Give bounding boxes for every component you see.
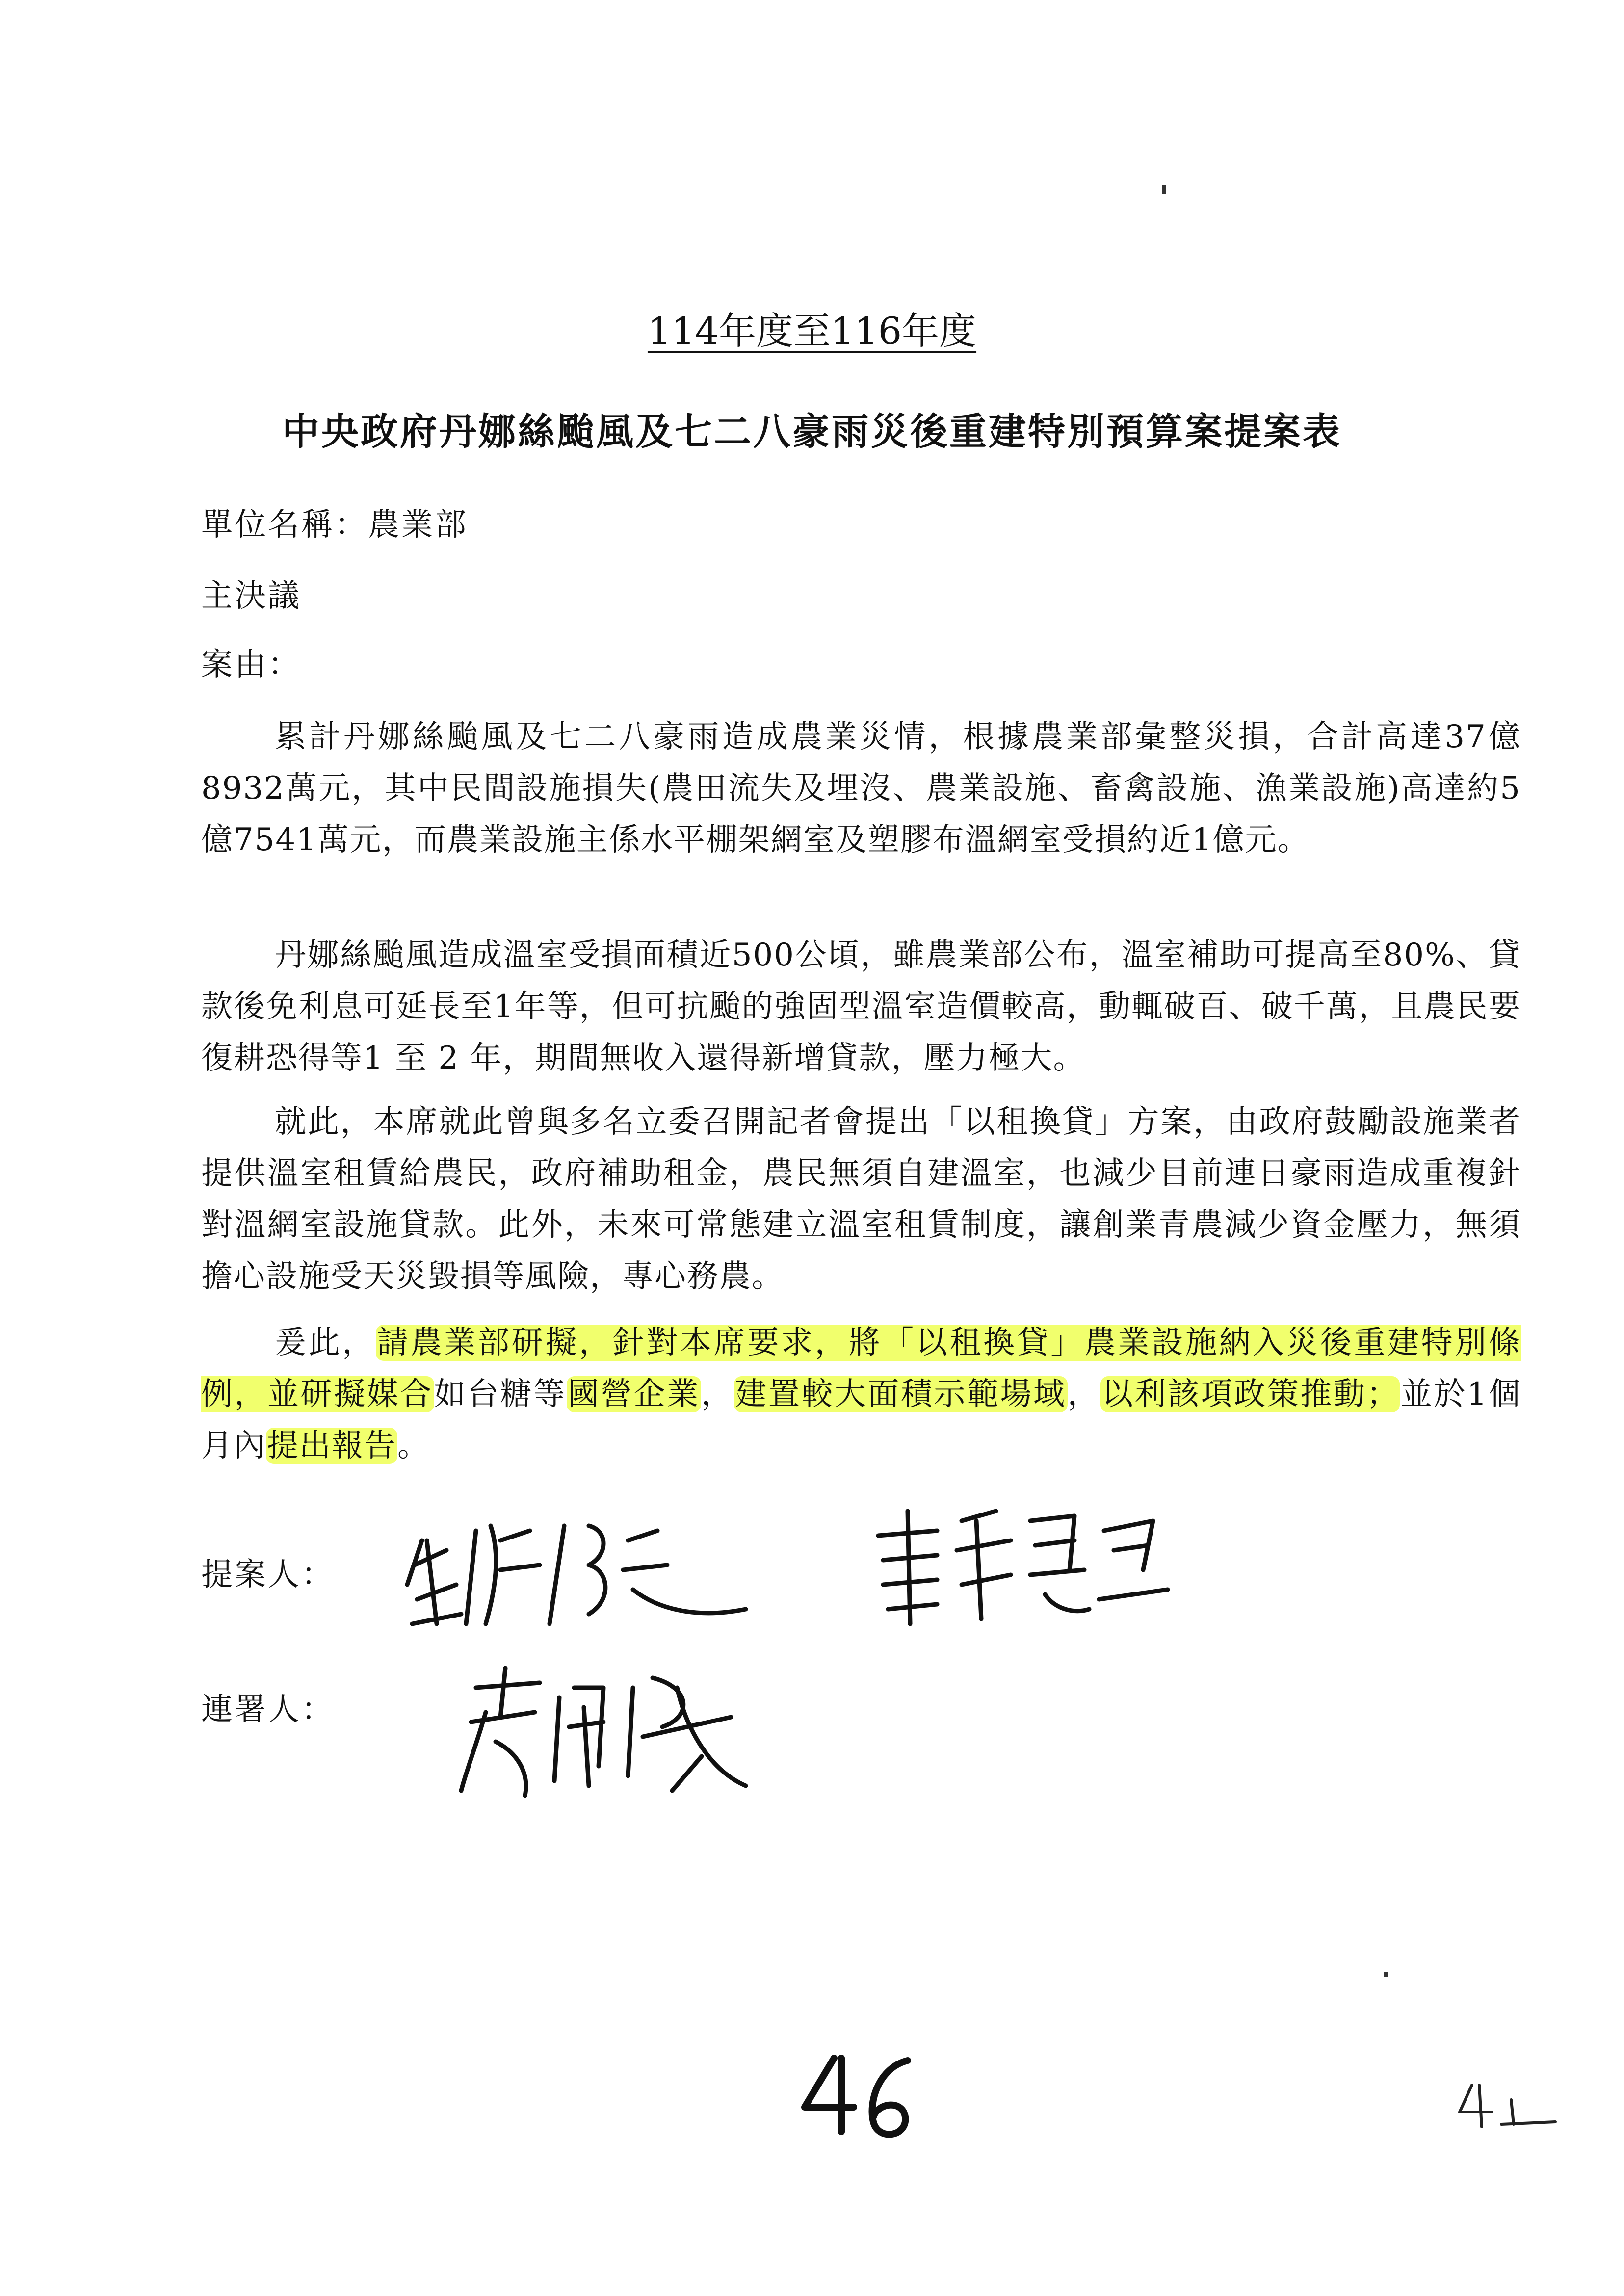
reason-paragraph-1: 累計丹娜絲颱風及七二八豪雨造成農業災情，根據農業部彙整災損，合計高達37億8932萬元，其中民間設施損失(農田流失及埋沒、農業設施、畜禽設施、漁業設施)高達約5億7541萬元，而農業設施主係水平棚架網室及塑膠布溫網室受損約近1億元。: [201, 719, 1521, 858]
proposer-signature-1: [402, 1511, 775, 1639]
corner-handwritten-mark: [1452, 2075, 1560, 2134]
highlighted-text: 以利該項政策推動；: [1101, 1376, 1399, 1412]
reason-paragraph-2: 丹娜絲颱風造成溫室受損面積近500公頃，雖農業部公布，溫室補助可提高至80%、貸款後免利息可延長至1年等，但可抗颱的強固型溫室造價較高，動輒破百、破千萬，且農民要復耕恐得等1 至 2 年，期間無收入還得新增貸款，壓力極大。: [201, 937, 1521, 1076]
unit-name-field: 單位名稱：農業部: [201, 507, 468, 543]
plain-text: 。: [397, 1428, 430, 1464]
resolution-type: 主決議: [201, 578, 301, 614]
scan-speck: [1384, 1972, 1388, 1977]
reason-paragraph-4: [201, 1317, 1521, 1472]
proposer-signature-2: [868, 1501, 1182, 1634]
highlighted-text: 國營企業: [567, 1376, 700, 1412]
highlighted-text: 建置較大面積示範場域: [735, 1376, 1067, 1412]
reason-paragraph-3: 就此，本席就此曾與多名立委召開記者會提出「以租換貸」方案，由政府鼓勵設施業者提供溫室租賃給農民，政府補助租金，農民無須自建溫室，也減少目前連日豪雨造成重複針對溫網室設施貸款。此外，未來可常態建立溫室租賃制度，讓創業青農減少資金壓力，無須擔心設施受天災毀損等風險，專心務農。: [201, 1104, 1521, 1295]
highlighted-text: 提出報告: [267, 1428, 396, 1464]
highlighted-text: 請農業部研擬，針對本席要求，將「以租換貸」農業設施納入災後重建特別條例，並研擬媒合: [201, 1325, 1521, 1412]
plain-text: 爰此，: [275, 1325, 376, 1361]
reason-label: 案由：: [201, 647, 301, 683]
page-number-text: 46: [795, 2048, 796, 2049]
cosigner-label: 連署人：: [201, 1692, 335, 1728]
proposer-label: 提案人：: [201, 1557, 335, 1593]
document-title-years: 114年度至116年度: [647, 309, 977, 353]
cosigner-signature: [456, 1658, 751, 1805]
plain-text: ，: [1067, 1376, 1101, 1412]
plain-text: 並於1個月內: [201, 1376, 1521, 1464]
plain-text: 如台糖等: [434, 1376, 567, 1412]
plain-text: ，: [701, 1376, 734, 1412]
handwritten-page-number: [795, 2048, 922, 2146]
scan-speck: [1162, 185, 1166, 194]
document-title: 中央政府丹娜絲颱風及七二八豪雨災後重建特別預算案提案表: [282, 410, 1342, 453]
